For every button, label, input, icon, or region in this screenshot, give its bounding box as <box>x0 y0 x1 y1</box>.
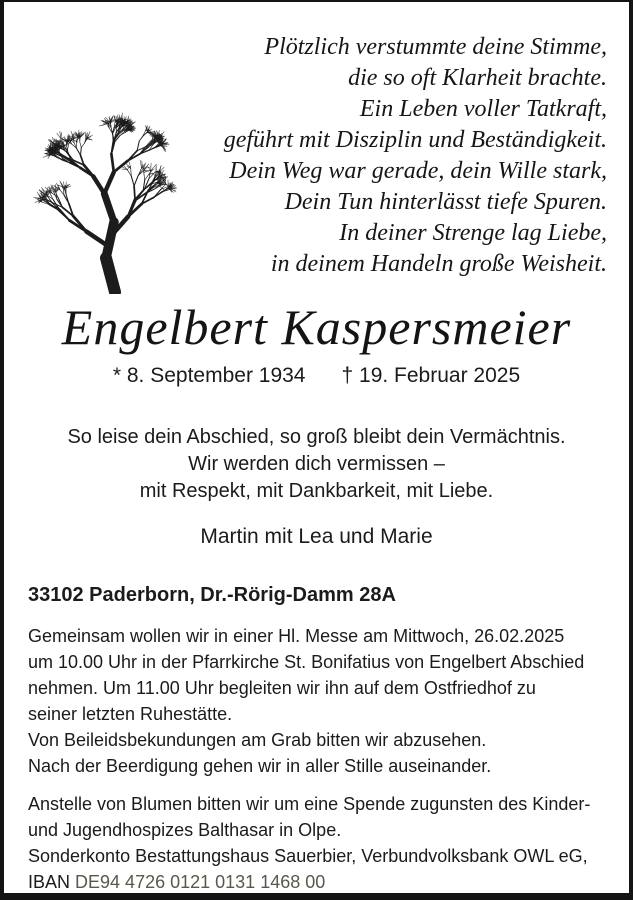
donation-line: Sonderkonto Bestattungshaus Sauerbier, Verbundvolksbank OWL eG, <box>28 846 588 866</box>
address-line: 33102 Paderborn, Dr.-Rörig-Damm 28A <box>28 584 396 606</box>
iban-line <box>28 869 605 895</box>
poem-line: Dein Weg war gerade, dein Wille stark, <box>229 158 607 184</box>
poem-line: die so oft Klarheit brachte. <box>348 65 607 91</box>
announcement-line: um 10.00 Uhr in der Pfarrkirche St. Bonifatius von Engelbert Abschied <box>28 652 585 672</box>
death-date: † 19. Februar 2025 <box>341 364 521 387</box>
poem-line: geführt mit Disziplin und Beständigkeit. <box>223 127 607 153</box>
poem-line: Plötzlich verstummte deine Stimme, <box>264 34 607 60</box>
farewell-text <box>4 424 629 505</box>
announcement-line: Von Beileidsbekundungen am Grab bitten wir abzusehen. <box>28 730 487 750</box>
farewell-line: Wir werden dich vermissen – <box>188 453 445 475</box>
donation-line: und Jugendhospizes Balthasar in Olpe. <box>28 820 342 840</box>
poem-line: in deinem Handeln große Weisheit. <box>270 251 607 277</box>
poem-line: Ein Leben voller Tatkraft, <box>359 96 607 122</box>
iban-label: IBAN <box>28 872 71 892</box>
announcement-line: nehmen. Um 11.00 Uhr begleiten wir ihn auf dem Ostfriedhof zu <box>28 678 536 698</box>
tree-svg <box>16 44 234 294</box>
iban-value: DE94 4726 0121 0131 1468 00 <box>75 872 326 892</box>
announcement-line: Gemeinsam wollen wir in einer Hl. Messe am Mittwoch, 26.02.2025 <box>28 626 565 646</box>
mourning-family: Martin mit Lea und Marie <box>200 525 433 548</box>
farewell-line: mit Respekt, mit Dankbarkeit, mit Liebe. <box>139 480 494 502</box>
poem-line: In deiner Strenge lag Liebe, <box>339 220 607 246</box>
donation-line: Anstelle von Blumen bitten wir um eine Spende zugunsten des Kinder- <box>28 794 591 814</box>
funeral-announcement <box>28 623 605 779</box>
donation-note <box>28 791 605 895</box>
farewell-line: So leise dein Abschied, so groß bleibt dein Vermächtnis. <box>67 426 566 448</box>
poem-line: Dein Tun hinterlässt tiefe Spuren. <box>284 189 607 215</box>
announcement-line: Nach der Beerdigung gehen wir in aller Stille auseinander. <box>28 756 492 776</box>
deceased-name: Engelbert Kaspersmeier <box>61 299 572 355</box>
announcement-line: seiner letzten Ruhestätte. <box>28 704 233 724</box>
life-dates <box>4 362 629 390</box>
tree-icon <box>16 44 234 294</box>
birth-date: * 8. September 1934 <box>112 364 306 387</box>
